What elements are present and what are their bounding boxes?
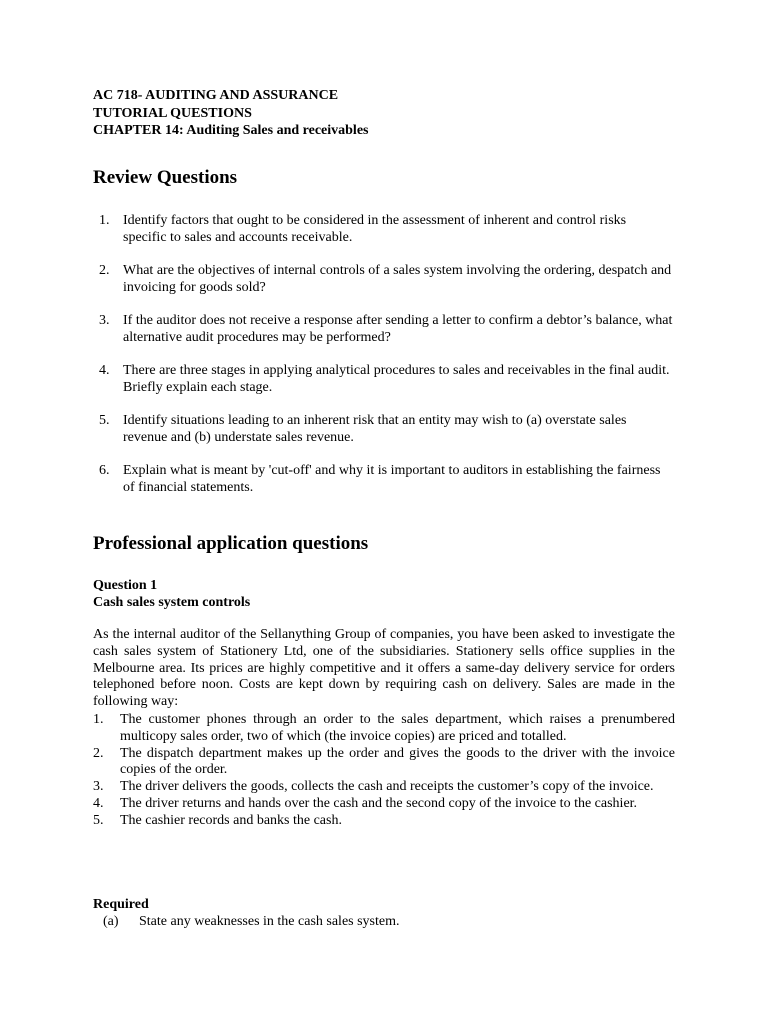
review-question-1: 1. Identify factors that ought to be considered in the assessment of inherent and control risks specific to sales and accounts receivable. (99, 213, 627, 245)
review-question-2: 2. What are the objectives of internal controls of a sales system involving the ordering, despatch and invoicing for goods sold? (99, 263, 672, 295)
required-heading: Required (93, 897, 149, 912)
question-1-heading (93, 577, 250, 611)
review-questions-list (93, 212, 673, 512)
question-title: Cash sales system controls (93, 595, 251, 610)
question-label: Question 1 (93, 578, 158, 593)
document-header (93, 87, 369, 140)
review-question-3: 3. If the auditor does not receive a response after sending a letter to confirm a debtor’s balance, what alternative audit procedures may be performed? (99, 313, 673, 345)
review-questions-heading: Review Questions (93, 167, 238, 188)
review-question-5: 5. Identify situations leading to an inherent risk that an entity may wish to (a) overstate sales revenue and (b) understate sales revenue. (99, 413, 627, 445)
cash-sales-step-2: 2. The dispatch department makes up the order and gives the goods to the driver with the invoice copies of the order. (93, 745, 675, 778)
review-question-4: 4. There are three stages in applying analytical procedures to sales and receivables in the final audit. Briefly explain each stage. (99, 363, 670, 395)
chapter-title: CHAPTER 14: Auditing Sales and receivables (93, 123, 369, 138)
cash-sales-step-3: 3. The driver delivers the goods, collects the cash and receipts the customer’s copy of the invoice. (93, 779, 654, 795)
cash-sales-step-4: 4. The driver returns and hands over the cash and the second copy of the invoice to the cashier. (93, 795, 638, 811)
question-1-body: As the internal auditor of the Sellanything Group of companies, you have been asked to investigate the cash sales system of Stationery Ltd, one of the subsidiaries. Stationery sells office supplies in the Melbourne area. Its prices are highly competitive and it offers a same-day delivery service for orders telephoned before noon. Costs are kept down by requiring cash on delivery. Sales are made in the following way: (93, 627, 675, 710)
professional-questions-heading: Professional application questions (93, 533, 369, 554)
cash-sales-steps-list (93, 712, 675, 830)
tutorial-title: TUTORIAL QUESTIONS (93, 105, 252, 121)
course-title: AC 718- AUDITING AND ASSURANCE (93, 88, 339, 103)
required-item-a: (a) State any weaknesses in the cash sales system. (103, 914, 400, 929)
review-question-6: 6. Explain what is meant by 'cut-off' and why it is important to auditors in establishing the fairness of financial statements. (99, 463, 661, 495)
cash-sales-step-5: 5. The cashier records and banks the cash. (93, 812, 342, 828)
cash-sales-step-1: 1. The customer phones through an order to the sales department, which raises a prenumbered multicopy sales order, two of which (the invoice copies) are priced and totalled. (93, 712, 675, 744)
